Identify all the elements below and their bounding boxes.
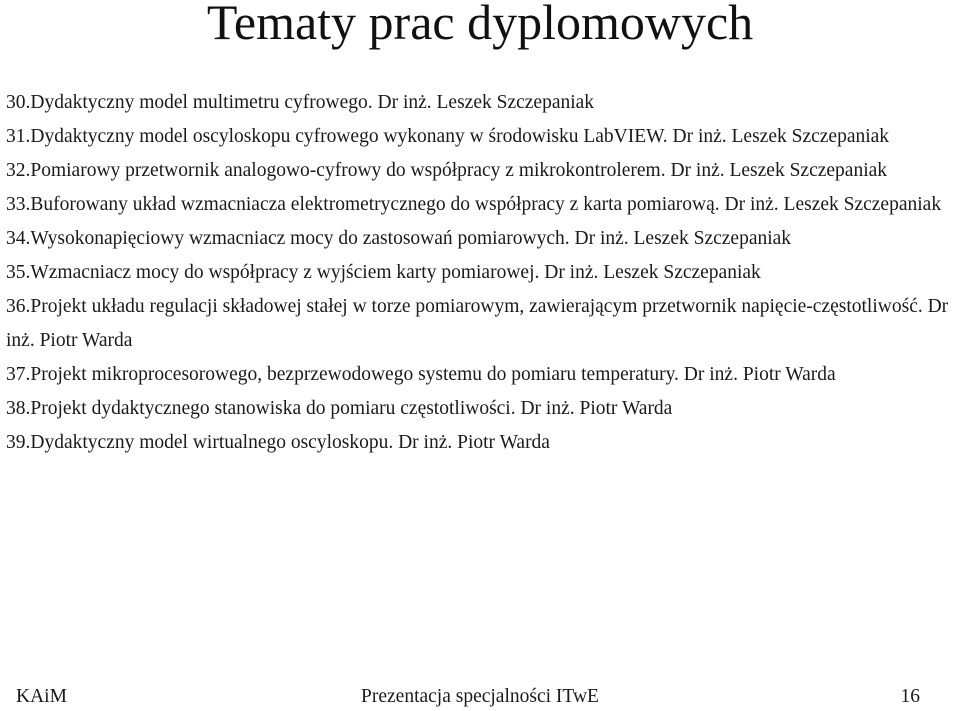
topic-item-33: 33.Buforowany układ wzmacniacza elektrometrycznego do współpracy z karta pomiarową. Dr inż. Leszek Szczepaniak — [6, 194, 942, 215]
topic-item-39: 39.Dydaktyczny model wirtualnego oscyloskopu. Dr inż. Piotr Warda — [6, 432, 550, 453]
slide-footer — [0, 682, 960, 711]
topic-item-36: 36.Projekt układu regulacji składowej stałej w torze pomiarowym, zawierającym przetwornik napięcie-częstotliwość. Dr inż. Piotr Warda — [6, 296, 949, 351]
topic-item-38: 38.Projekt dydaktycznego stanowiska do pomiaru częstotliwości. Dr inż. Piotr Warda — [6, 398, 673, 419]
footer-presentation-title: Prezentacja specjalności ITwE — [361, 686, 599, 707]
topic-item-32: 32.Pomiarowy przetwornik analogowo-cyfrowy do współpracy z mikrokontrolerem. Dr inż. Leszek Szczepaniak — [6, 160, 888, 181]
topic-list — [6, 86, 954, 460]
topic-item-35: 35.Wzmacniacz mocy do współpracy z wyjściem karty pomiarowej. Dr inż. Leszek Szczepaniak — [6, 262, 761, 283]
footer-department: KAiM — [16, 686, 67, 707]
page-title: Tematy prac dyplomowych — [206, 0, 754, 50]
topic-item-30: 30.Dydaktyczny model multimetru cyfrowego. Dr inż. Leszek Szczepaniak — [6, 92, 595, 113]
topic-item-31: 31.Dydaktyczny model oscyloskopu cyfrowego wykonany w środowisku LabVIEW. Dr inż. Leszek Szczepaniak — [6, 126, 890, 147]
topic-item-34: 34.Wysokonapięciowy wzmacniacz mocy do zastosowań pomiarowych. Dr inż. Leszek Szczepaniak — [6, 228, 792, 249]
topic-item-37: 37.Projekt mikroprocesorowego, bezprzewodowego systemu do pomiaru temperatury. Dr inż. Piotr Warda — [6, 364, 836, 385]
page-number: 16 — [900, 686, 920, 707]
